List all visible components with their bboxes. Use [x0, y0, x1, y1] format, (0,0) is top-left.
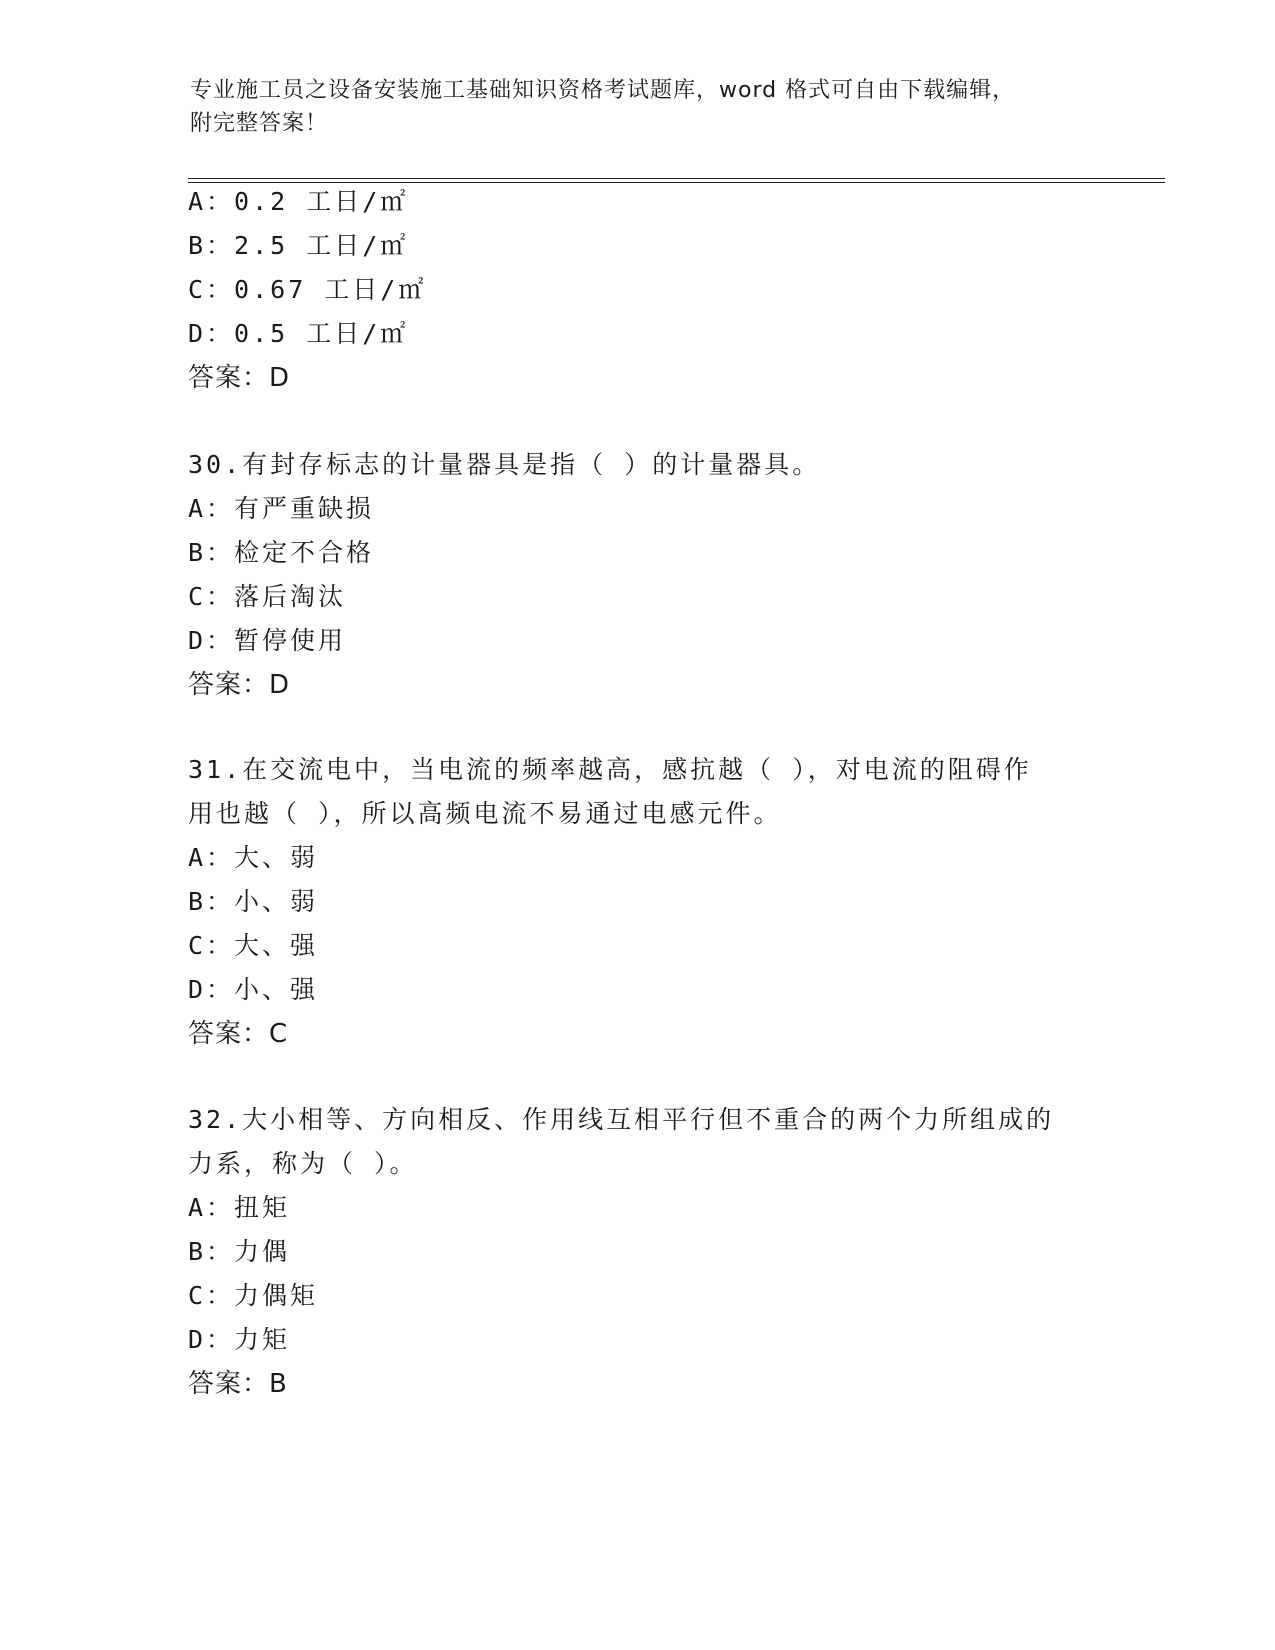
- q32-option-a: A：扭矩: [188, 1193, 291, 1222]
- q32-stem-line-2: 力系，称为（ ）。: [188, 1149, 418, 1178]
- q31-option-d: D：小、强: [188, 975, 319, 1004]
- q32-answer: 答案：B: [188, 1369, 288, 1399]
- header-rule-top: [188, 178, 1165, 179]
- q29-answer: 答案：D: [188, 363, 291, 393]
- q32-option-c: C：力偶矩: [188, 1281, 319, 1310]
- q30-answer: 答案：D: [188, 670, 291, 700]
- q29-option-c: C：0.67 工日/㎡: [188, 275, 427, 304]
- q31-option-a: A：大、弱: [188, 843, 319, 872]
- q31-stem-line-2: 用也越（ ），所以高频电流不易通过电感元件。: [188, 799, 782, 828]
- q29-option-b: B：2.5 工日/㎡: [188, 231, 409, 260]
- q29-option-d: D：0.5 工日/㎡: [188, 319, 409, 348]
- header-line-2: 附完整答案！: [190, 111, 329, 136]
- document-header: [190, 74, 1090, 140]
- q30-option-a: A：有严重缺损: [188, 494, 375, 523]
- q30-stem-line-1: 30.有封存标志的计量器具是指（ ）的计量器具。: [188, 450, 821, 479]
- q31-option-c: C：大、强: [188, 931, 319, 960]
- header-rule-bottom: [188, 182, 1165, 183]
- header-line-1: 专业施工员之设备安装施工基础知识资格考试题库，word 格式可自由下载编辑，: [190, 78, 1016, 103]
- q31-stem-line-1: 31.在交流电中，当电流的频率越高，感抗越（ ），对电流的阻碍作: [188, 755, 1032, 784]
- q29-option-a: A：0.2 工日/㎡: [188, 187, 409, 216]
- q30-option-d: D：暂停使用: [188, 626, 347, 655]
- q31-option-b: B：小、弱: [188, 887, 319, 916]
- q30-option-b: B：检定不合格: [188, 538, 375, 567]
- q32-option-d: D：力矩: [188, 1325, 291, 1354]
- q32-stem-line-1: 32.大小相等、方向相反、作用线互相平行但不重合的两个力所组成的: [188, 1105, 1055, 1134]
- q30-option-c: C：落后淘汰: [188, 582, 347, 611]
- q31-answer: 答案：C: [188, 1019, 289, 1049]
- q32-option-b: B：力偶: [188, 1237, 291, 1266]
